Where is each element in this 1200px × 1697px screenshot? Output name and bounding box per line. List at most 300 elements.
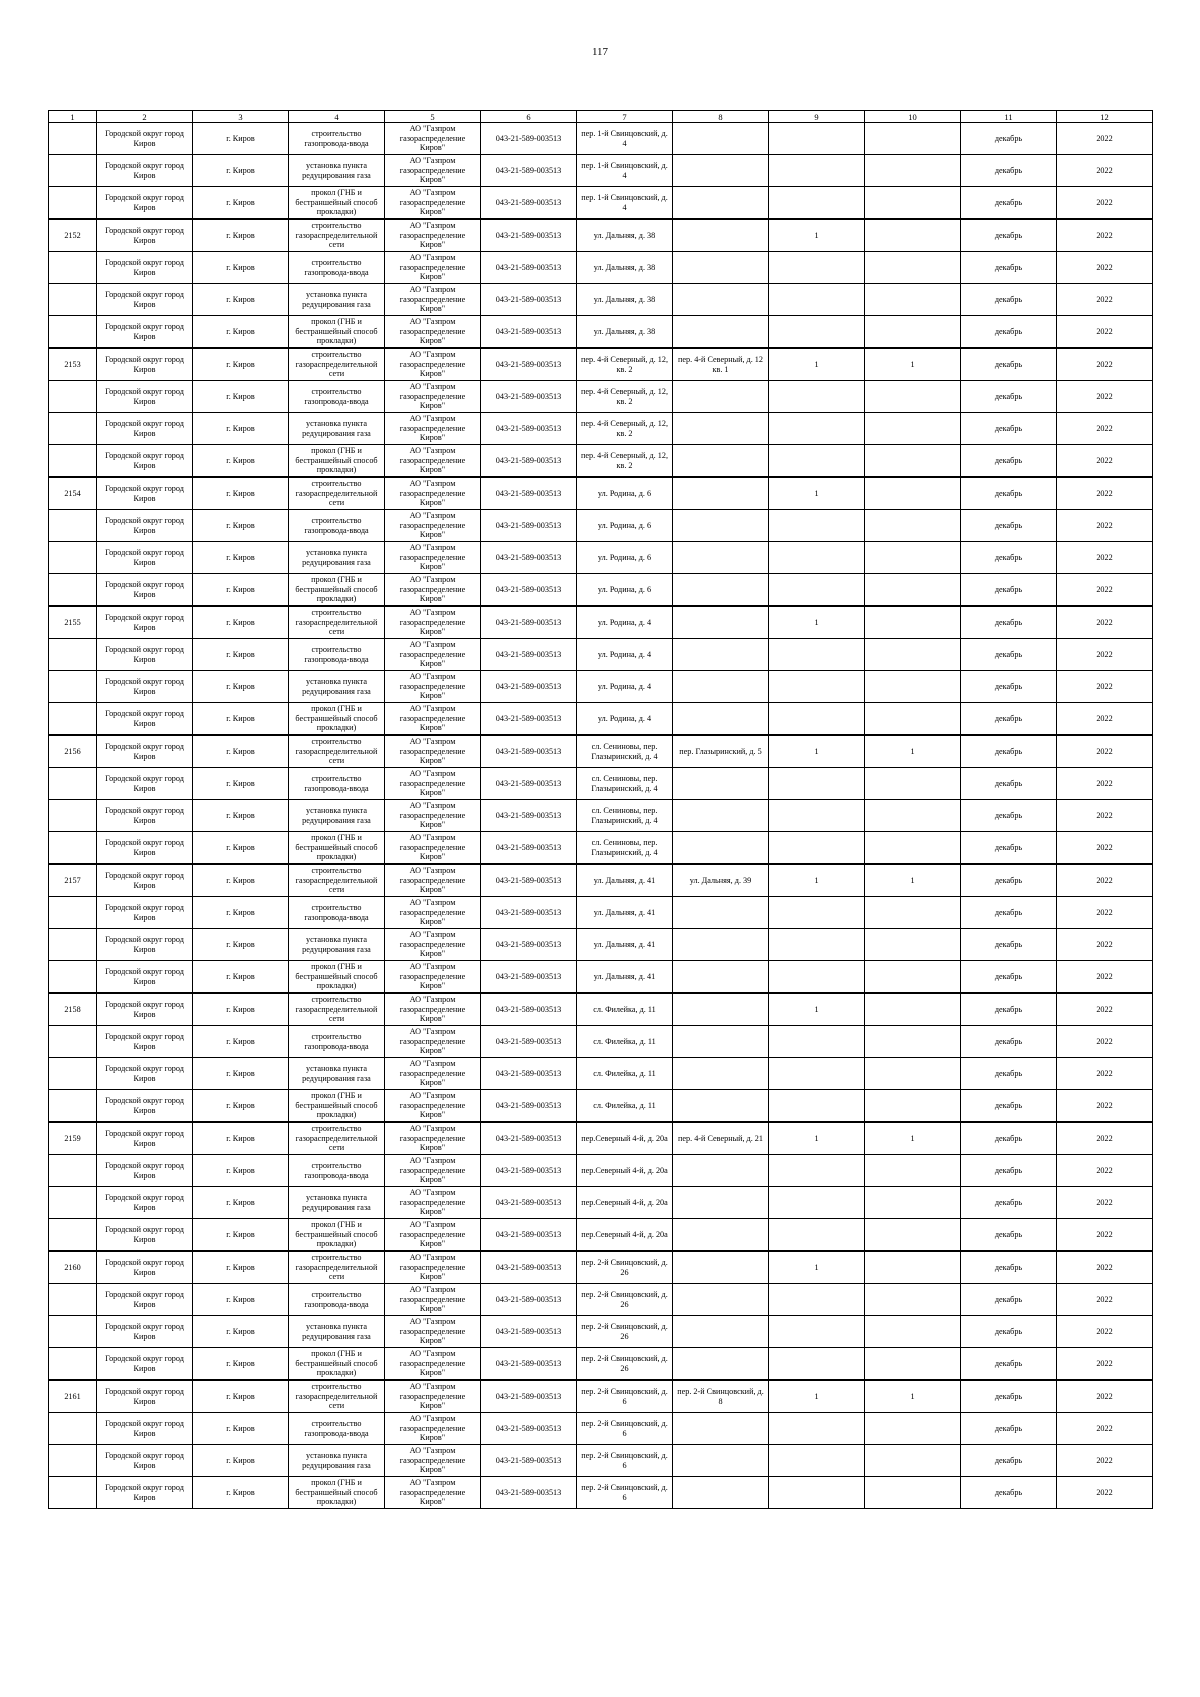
registry-number-cell: 043-21-589-003513 — [481, 284, 577, 316]
page-number: 117 — [591, 46, 609, 58]
second-address-cell — [673, 1348, 769, 1381]
year-cell: 2022 — [1057, 542, 1153, 574]
address-cell: пер. 2-й Свинцовский, д. 26 — [577, 1284, 673, 1316]
locality-cell: г. Киров — [193, 639, 289, 671]
count-b-cell — [865, 155, 961, 187]
count-b-cell: 1 — [865, 348, 961, 381]
locality-cell: г. Киров — [193, 123, 289, 155]
year-cell: 2022 — [1057, 1316, 1153, 1348]
second-address-cell — [673, 219, 769, 252]
locality-cell: г. Киров — [193, 897, 289, 929]
municipality-cell: Городской округ город Киров — [97, 1155, 193, 1187]
table-body — [49, 123, 1153, 1509]
second-address-cell — [673, 639, 769, 671]
work-type-cell: строительство газопровода-ввода — [289, 768, 385, 800]
work-type-cell: строительство газораспределительной сети — [289, 219, 385, 252]
count-b-cell — [865, 1413, 961, 1445]
count-b-cell — [865, 219, 961, 252]
locality-cell: г. Киров — [193, 1187, 289, 1219]
locality-cell: г. Киров — [193, 1284, 289, 1316]
organization-cell: АО "Газпром газораспределение Киров" — [385, 1155, 481, 1187]
year-cell: 2022 — [1057, 123, 1153, 155]
row-number-cell — [49, 929, 97, 961]
organization-cell: АО "Газпром газораспределение Киров" — [385, 929, 481, 961]
table-row — [49, 929, 1153, 961]
organization-cell: АО "Газпром газораспределение Киров" — [385, 1445, 481, 1477]
year-cell: 2022 — [1057, 703, 1153, 736]
locality-cell: г. Киров — [193, 800, 289, 832]
row-number-cell — [49, 1026, 97, 1058]
count-b-cell — [865, 477, 961, 510]
column-header: 1 — [49, 111, 97, 123]
address-cell: ул. Родина, д. 4 — [577, 606, 673, 639]
count-a-cell — [769, 671, 865, 703]
registry-number-cell: 043-21-589-003513 — [481, 252, 577, 284]
municipality-cell: Городской округ город Киров — [97, 1251, 193, 1284]
municipality-cell: Городской округ город Киров — [97, 897, 193, 929]
count-a-cell — [769, 574, 865, 607]
municipality-cell: Городской округ город Киров — [97, 381, 193, 413]
work-type-cell: установка пункта редуцирования газа — [289, 1316, 385, 1348]
address-cell: пер. 1-й Свинцовский, д. 4 — [577, 187, 673, 220]
month-cell: декабрь — [961, 348, 1057, 381]
row-number-cell — [49, 316, 97, 349]
count-b-cell — [865, 1058, 961, 1090]
organization-cell: АО "Газпром газораспределение Киров" — [385, 1122, 481, 1155]
organization-cell: АО "Газпром газораспределение Киров" — [385, 542, 481, 574]
table-row — [49, 123, 1153, 155]
registry-number-cell: 043-21-589-003513 — [481, 413, 577, 445]
month-cell: декабрь — [961, 1413, 1057, 1445]
address-cell: ул. Родина, д. 4 — [577, 639, 673, 671]
work-type-cell: строительство газопровода-ввода — [289, 1026, 385, 1058]
month-cell: декабрь — [961, 1445, 1057, 1477]
count-b-cell — [865, 1219, 961, 1252]
year-cell: 2022 — [1057, 1251, 1153, 1284]
municipality-cell: Городской округ город Киров — [97, 832, 193, 865]
work-type-cell: установка пункта редуцирования газа — [289, 542, 385, 574]
year-cell: 2022 — [1057, 800, 1153, 832]
address-cell: сл. Сениновы, пер. Глазыринский, д. 4 — [577, 800, 673, 832]
row-number-cell — [49, 284, 97, 316]
address-cell: ул. Родина, д. 6 — [577, 477, 673, 510]
municipality-cell: Городской округ город Киров — [97, 219, 193, 252]
count-a-cell — [769, 1316, 865, 1348]
locality-cell: г. Киров — [193, 832, 289, 865]
row-number-cell — [49, 832, 97, 865]
municipality-cell: Городской округ город Киров — [97, 284, 193, 316]
work-type-cell: строительство газопровода-ввода — [289, 1155, 385, 1187]
address-cell: ул. Дальняя, д. 38 — [577, 316, 673, 349]
organization-cell: АО "Газпром газораспределение Киров" — [385, 574, 481, 607]
second-address-cell — [673, 1219, 769, 1252]
count-b-cell — [865, 413, 961, 445]
locality-cell: г. Киров — [193, 671, 289, 703]
count-b-cell — [865, 703, 961, 736]
year-cell: 2022 — [1057, 864, 1153, 897]
table-row — [49, 1413, 1153, 1445]
count-a-cell: 1 — [769, 219, 865, 252]
work-type-cell: установка пункта редуцирования газа — [289, 929, 385, 961]
count-b-cell — [865, 316, 961, 349]
locality-cell: г. Киров — [193, 993, 289, 1026]
address-cell: пер.Северный 4-й, д. 20а — [577, 1219, 673, 1252]
month-cell: декабрь — [961, 381, 1057, 413]
table-row — [49, 735, 1153, 768]
year-cell: 2022 — [1057, 929, 1153, 961]
column-header: 6 — [481, 111, 577, 123]
count-a-cell — [769, 284, 865, 316]
organization-cell: АО "Газпром газораспределение Киров" — [385, 510, 481, 542]
count-b-cell — [865, 1187, 961, 1219]
locality-cell: г. Киров — [193, 1219, 289, 1252]
work-type-cell: прокол (ГНБ и бестраншейный способ прокладки) — [289, 961, 385, 994]
locality-cell: г. Киров — [193, 316, 289, 349]
locality-cell: г. Киров — [193, 252, 289, 284]
count-a-cell: 1 — [769, 993, 865, 1026]
registry-number-cell: 043-21-589-003513 — [481, 832, 577, 865]
count-b-cell — [865, 897, 961, 929]
locality-cell: г. Киров — [193, 155, 289, 187]
municipality-cell: Городской округ город Киров — [97, 1445, 193, 1477]
month-cell: декабрь — [961, 929, 1057, 961]
month-cell: декабрь — [961, 735, 1057, 768]
organization-cell: АО "Газпром газораспределение Киров" — [385, 155, 481, 187]
count-b-cell — [865, 1316, 961, 1348]
year-cell: 2022 — [1057, 284, 1153, 316]
organization-cell: АО "Газпром газораспределение Киров" — [385, 1219, 481, 1252]
second-address-cell — [673, 155, 769, 187]
organization-cell: АО "Газпром газораспределение Киров" — [385, 1026, 481, 1058]
month-cell: декабрь — [961, 832, 1057, 865]
row-number-cell — [49, 671, 97, 703]
address-cell: пер. 2-й Свинцовский, д. 26 — [577, 1251, 673, 1284]
registry-number-cell: 043-21-589-003513 — [481, 1445, 577, 1477]
work-type-cell: установка пункта редуцирования газа — [289, 800, 385, 832]
table-row — [49, 1187, 1153, 1219]
work-type-cell: строительство газопровода-ввода — [289, 123, 385, 155]
month-cell: декабрь — [961, 187, 1057, 220]
year-cell: 2022 — [1057, 1477, 1153, 1509]
month-cell: декабрь — [961, 1477, 1057, 1509]
second-address-cell — [673, 477, 769, 510]
organization-cell: АО "Газпром газораспределение Киров" — [385, 832, 481, 865]
organization-cell: АО "Газпром газораспределение Киров" — [385, 606, 481, 639]
count-a-cell — [769, 639, 865, 671]
municipality-cell: Городской округ город Киров — [97, 1058, 193, 1090]
registry-number-cell: 043-21-589-003513 — [481, 639, 577, 671]
column-header: 12 — [1057, 111, 1153, 123]
organization-cell: АО "Газпром газораспределение Киров" — [385, 768, 481, 800]
count-a-cell — [769, 1284, 865, 1316]
row-number-cell — [49, 1219, 97, 1252]
address-cell: пер. 4-й Северный, д. 12, кв. 2 — [577, 381, 673, 413]
municipality-cell: Городской округ город Киров — [97, 768, 193, 800]
second-address-cell — [673, 832, 769, 865]
row-number-cell — [49, 1316, 97, 1348]
address-cell: ул. Дальняя, д. 41 — [577, 864, 673, 897]
row-number-cell — [49, 445, 97, 478]
address-cell: ул. Дальняя, д. 41 — [577, 929, 673, 961]
municipality-cell: Городской округ город Киров — [97, 1122, 193, 1155]
table-row — [49, 671, 1153, 703]
registry-number-cell: 043-21-589-003513 — [481, 445, 577, 478]
column-header: 9 — [769, 111, 865, 123]
municipality-cell: Городской округ город Киров — [97, 1090, 193, 1123]
second-address-cell — [673, 929, 769, 961]
count-b-cell — [865, 1090, 961, 1123]
month-cell: декабрь — [961, 1219, 1057, 1252]
month-cell: декабрь — [961, 897, 1057, 929]
month-cell: декабрь — [961, 155, 1057, 187]
second-address-cell — [673, 510, 769, 542]
count-b-cell — [865, 929, 961, 961]
organization-cell: АО "Газпром газораспределение Киров" — [385, 1348, 481, 1381]
row-number-cell: 2161 — [49, 1380, 97, 1413]
municipality-cell: Городской округ город Киров — [97, 800, 193, 832]
registry-number-cell: 043-21-589-003513 — [481, 961, 577, 994]
registry-number-cell: 043-21-589-003513 — [481, 897, 577, 929]
year-cell: 2022 — [1057, 1445, 1153, 1477]
count-a-cell — [769, 252, 865, 284]
locality-cell: г. Киров — [193, 477, 289, 510]
month-cell: декабрь — [961, 510, 1057, 542]
year-cell: 2022 — [1057, 1058, 1153, 1090]
organization-cell: АО "Газпром газораспределение Киров" — [385, 993, 481, 1026]
count-a-cell: 1 — [769, 864, 865, 897]
month-cell: декабрь — [961, 1348, 1057, 1381]
second-address-cell — [673, 1251, 769, 1284]
registry-number-cell: 043-21-589-003513 — [481, 381, 577, 413]
row-number-cell — [49, 574, 97, 607]
month-cell: декабрь — [961, 574, 1057, 607]
count-a-cell — [769, 542, 865, 574]
second-address-cell — [673, 1413, 769, 1445]
count-b-cell: 1 — [865, 864, 961, 897]
registry-number-cell: 043-21-589-003513 — [481, 1122, 577, 1155]
year-cell: 2022 — [1057, 1026, 1153, 1058]
second-address-cell — [673, 187, 769, 220]
column-header: 7 — [577, 111, 673, 123]
year-cell: 2022 — [1057, 1155, 1153, 1187]
month-cell: декабрь — [961, 1284, 1057, 1316]
count-b-cell — [865, 252, 961, 284]
year-cell: 2022 — [1057, 606, 1153, 639]
row-number-cell — [49, 1155, 97, 1187]
month-cell: декабрь — [961, 993, 1057, 1026]
count-b-cell — [865, 187, 961, 220]
locality-cell: г. Киров — [193, 542, 289, 574]
count-b-cell — [865, 993, 961, 1026]
second-address-cell — [673, 1026, 769, 1058]
address-cell: ул. Дальняя, д. 41 — [577, 961, 673, 994]
second-address-cell: пер. 2-й Свинцовский, д. 8 — [673, 1380, 769, 1413]
year-cell: 2022 — [1057, 1380, 1153, 1413]
count-a-cell — [769, 445, 865, 478]
table-row — [49, 1316, 1153, 1348]
month-cell: декабрь — [961, 1155, 1057, 1187]
count-b-cell: 1 — [865, 1122, 961, 1155]
month-cell: декабрь — [961, 252, 1057, 284]
row-number-cell — [49, 1413, 97, 1445]
column-header: 8 — [673, 111, 769, 123]
work-type-cell: строительство газопровода-ввода — [289, 897, 385, 929]
table-row — [49, 1219, 1153, 1252]
municipality-cell: Городской округ город Киров — [97, 735, 193, 768]
locality-cell: г. Киров — [193, 187, 289, 220]
work-type-cell: строительство газопровода-ввода — [289, 1284, 385, 1316]
municipality-cell: Городской округ город Киров — [97, 1219, 193, 1252]
locality-cell: г. Киров — [193, 1090, 289, 1123]
year-cell: 2022 — [1057, 219, 1153, 252]
locality-cell: г. Киров — [193, 864, 289, 897]
month-cell: декабрь — [961, 1090, 1057, 1123]
organization-cell: АО "Газпром газораспределение Киров" — [385, 381, 481, 413]
row-number-cell: 2157 — [49, 864, 97, 897]
year-cell: 2022 — [1057, 961, 1153, 994]
year-cell: 2022 — [1057, 832, 1153, 865]
table-row — [49, 832, 1153, 865]
work-type-cell: строительство газопровода-ввода — [289, 381, 385, 413]
registry-number-cell: 043-21-589-003513 — [481, 348, 577, 381]
registry-number-cell: 043-21-589-003513 — [481, 606, 577, 639]
year-cell: 2022 — [1057, 187, 1153, 220]
column-header: 4 — [289, 111, 385, 123]
municipality-cell: Городской округ город Киров — [97, 929, 193, 961]
count-a-cell — [769, 703, 865, 736]
work-type-cell: прокол (ГНБ и бестраншейный способ прокладки) — [289, 703, 385, 736]
locality-cell: г. Киров — [193, 1413, 289, 1445]
second-address-cell — [673, 381, 769, 413]
column-header: 5 — [385, 111, 481, 123]
table-row — [49, 897, 1153, 929]
second-address-cell — [673, 606, 769, 639]
table-row — [49, 1380, 1153, 1413]
work-type-cell: строительство газораспределительной сети — [289, 864, 385, 897]
column-header: 2 — [97, 111, 193, 123]
count-b-cell — [865, 284, 961, 316]
table-row — [49, 413, 1153, 445]
address-cell: ул. Родина, д. 4 — [577, 703, 673, 736]
address-cell: ул. Дальняя, д. 38 — [577, 219, 673, 252]
registry-number-cell: 043-21-589-003513 — [481, 1316, 577, 1348]
year-cell: 2022 — [1057, 768, 1153, 800]
second-address-cell — [673, 961, 769, 994]
count-a-cell: 1 — [769, 1122, 865, 1155]
address-cell: пер. 2-й Свинцовский, д. 6 — [577, 1445, 673, 1477]
row-number-cell: 2155 — [49, 606, 97, 639]
second-address-cell — [673, 800, 769, 832]
municipality-cell: Городской округ город Киров — [97, 671, 193, 703]
column-header: 10 — [865, 111, 961, 123]
second-address-cell — [673, 1477, 769, 1509]
month-cell: декабрь — [961, 606, 1057, 639]
registry-number-cell: 043-21-589-003513 — [481, 219, 577, 252]
registry-number-cell: 043-21-589-003513 — [481, 929, 577, 961]
count-a-cell: 1 — [769, 735, 865, 768]
table-row — [49, 639, 1153, 671]
table-row — [49, 477, 1153, 510]
table-row — [49, 219, 1153, 252]
row-number-cell — [49, 155, 97, 187]
year-cell: 2022 — [1057, 735, 1153, 768]
count-b-cell — [865, 671, 961, 703]
second-address-cell — [673, 252, 769, 284]
count-a-cell — [769, 1445, 865, 1477]
table-row — [49, 445, 1153, 478]
table-row — [49, 864, 1153, 897]
municipality-cell: Городской округ город Киров — [97, 961, 193, 994]
count-b-cell — [865, 1348, 961, 1381]
organization-cell: АО "Газпром газораспределение Киров" — [385, 639, 481, 671]
table-row — [49, 1445, 1153, 1477]
address-cell: пер. 2-й Свинцовский, д. 26 — [577, 1316, 673, 1348]
organization-cell: АО "Газпром газораспределение Киров" — [385, 219, 481, 252]
municipality-cell: Городской округ город Киров — [97, 316, 193, 349]
year-cell: 2022 — [1057, 639, 1153, 671]
count-b-cell — [865, 800, 961, 832]
municipality-cell: Городской округ город Киров — [97, 993, 193, 1026]
registry-number-cell: 043-21-589-003513 — [481, 864, 577, 897]
row-number-cell — [49, 123, 97, 155]
municipality-cell: Городской округ город Киров — [97, 155, 193, 187]
count-a-cell — [769, 800, 865, 832]
count-b-cell — [865, 1026, 961, 1058]
registry-number-cell: 043-21-589-003513 — [481, 1380, 577, 1413]
address-cell: ул. Родина, д. 4 — [577, 671, 673, 703]
address-cell: сл. Сениновы, пер. Глазыринский, д. 4 — [577, 735, 673, 768]
work-type-cell: строительство газораспределительной сети — [289, 1122, 385, 1155]
count-a-cell: 1 — [769, 606, 865, 639]
municipality-cell: Городской округ город Киров — [97, 703, 193, 736]
municipality-cell: Городской округ город Киров — [97, 606, 193, 639]
work-type-cell: строительство газораспределительной сети — [289, 993, 385, 1026]
organization-cell: АО "Газпром газораспределение Киров" — [385, 477, 481, 510]
work-type-cell: установка пункта редуцирования газа — [289, 1445, 385, 1477]
organization-cell: АО "Газпром газораспределение Киров" — [385, 316, 481, 349]
year-cell: 2022 — [1057, 252, 1153, 284]
count-b-cell — [865, 961, 961, 994]
count-a-cell — [769, 316, 865, 349]
row-number-cell — [49, 1090, 97, 1123]
count-a-cell — [769, 832, 865, 865]
year-cell: 2022 — [1057, 381, 1153, 413]
month-cell: декабрь — [961, 445, 1057, 478]
table-row — [49, 316, 1153, 349]
organization-cell: АО "Газпром газораспределение Киров" — [385, 1058, 481, 1090]
address-cell: пер. 1-й Свинцовский, д. 4 — [577, 123, 673, 155]
locality-cell: г. Киров — [193, 1380, 289, 1413]
row-number-cell: 2156 — [49, 735, 97, 768]
organization-cell: АО "Газпром газораспределение Киров" — [385, 703, 481, 736]
work-type-cell: строительство газораспределительной сети — [289, 1251, 385, 1284]
work-type-cell: строительство газораспределительной сети — [289, 606, 385, 639]
second-address-cell — [673, 413, 769, 445]
municipality-cell: Городской округ город Киров — [97, 187, 193, 220]
registry-number-cell: 043-21-589-003513 — [481, 768, 577, 800]
count-a-cell — [769, 123, 865, 155]
table-row — [49, 1251, 1153, 1284]
locality-cell: г. Киров — [193, 1026, 289, 1058]
table-row — [49, 703, 1153, 736]
locality-cell: г. Киров — [193, 929, 289, 961]
registry-number-cell: 043-21-589-003513 — [481, 155, 577, 187]
count-a-cell — [769, 381, 865, 413]
table-row — [49, 768, 1153, 800]
registry-number-cell: 043-21-589-003513 — [481, 477, 577, 510]
work-type-cell: установка пункта редуцирования газа — [289, 1058, 385, 1090]
address-cell: пер.Северный 4-й, д. 20а — [577, 1155, 673, 1187]
